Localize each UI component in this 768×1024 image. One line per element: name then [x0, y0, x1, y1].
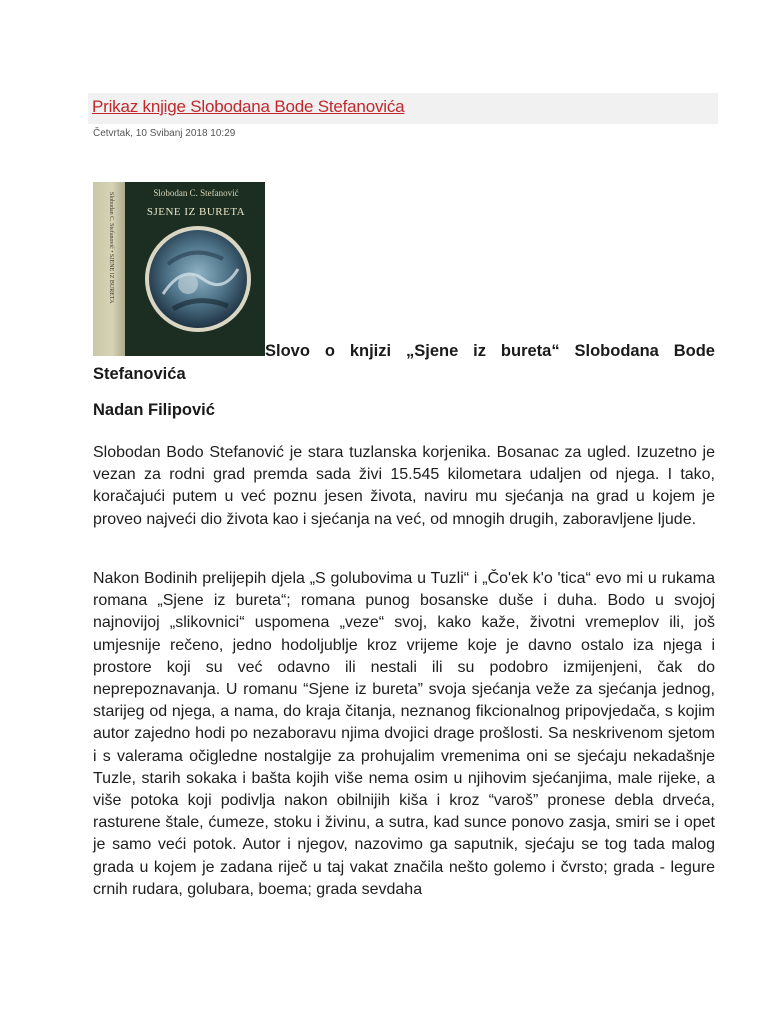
book-cover-image: [93, 182, 265, 356]
article-author: Nadan Filipović: [93, 401, 215, 419]
paragraph-1: Slobodan Bodo Stefanović je stara tuzlanska korjenika. Bosanac za ugled. Izuzetno je vezan za rodni grad premda sada živi 15.545 kilometara udaljen od njega. I tako, koračajući putem u već poznu jesen života, naviru mu sjećanja na grad u kojem je proveo najveći dio života kao i sjećanja na već, od mnogih drugih, zaboravljene ljude.: [93, 444, 715, 528]
book-spine: [93, 182, 125, 356]
title-bar: [88, 93, 718, 124]
cover-artwork: [143, 224, 253, 334]
article-heading: Slovo o knjizi „Sjene iz bureta“ Slobodana Bode Stefanovića: [93, 342, 715, 383]
cover-title: SJENE IZ BURETA: [146, 206, 246, 218]
article-date: Četvrtak, 10 Svibanj 2018 10:29: [93, 128, 236, 139]
article-title-link[interactable]: Prikaz knjige Slobodana Bode Stefanovića: [92, 97, 405, 116]
spine-text: Slobodan C. Stefanović • SJENE IZ BURETA: [108, 192, 114, 304]
cover-author: Slobodan C. Stefanović: [153, 188, 239, 198]
paragraph-2: Nakon Bodinih prelijepih djela „S golubovima u Tuzli“ i „Čo'ek k'o 'tica“ evo mi u rukama romana „Sjene iz bureta“; romana punog bosanske duše i duha. Bodo u svojoj najnovijoj „slikovnici“ uspomena „veze“ svoj, kako kaže, životni vremeplov ili, još umjesnije rečeno, jedno hodoljublje kroz vrijeme koje je davno ostalo iza njega i prostore koji su već odavno ili nestali ili su podobro izmijenjeni, čak do neprepoznavanja. U romanu “Sjene iz bureta” svoja sjećanja veže za sjećanja jednog, starijeg od njega, a nama, do kraja čitanja, neznanog fikcionalnog pripovjedača, s kojim autor zajedno hodi po nezaboravu njima dvojici drage prošlosti. Sa neskrivenom sjetom i s valerama očigledne nostalgije za prohujalim vremenima oni se sjećaju nekadašnje Tuzle, starih sokaka i bašta kojih više nema osim u njihovim sjećanjima, male rijeke, a više potoka koji podivlja nakon obilnijih kiša i kroz “varoš” pronese debla drveća, rasturene štale, ćumeze, stoku i živinu, a sutra, kad sunce ponovo zasja, smiri se i opet je samo veći potok. Autor i njegov, nazovimo ga saputnik, sjećaju se tog tada malog grada u kojem je zadana riječ u taj vakat značila nešto golemo i čvrsto; grada - legure crnih rudara, golubara, boema; grada sevdaha: [93, 570, 715, 898]
